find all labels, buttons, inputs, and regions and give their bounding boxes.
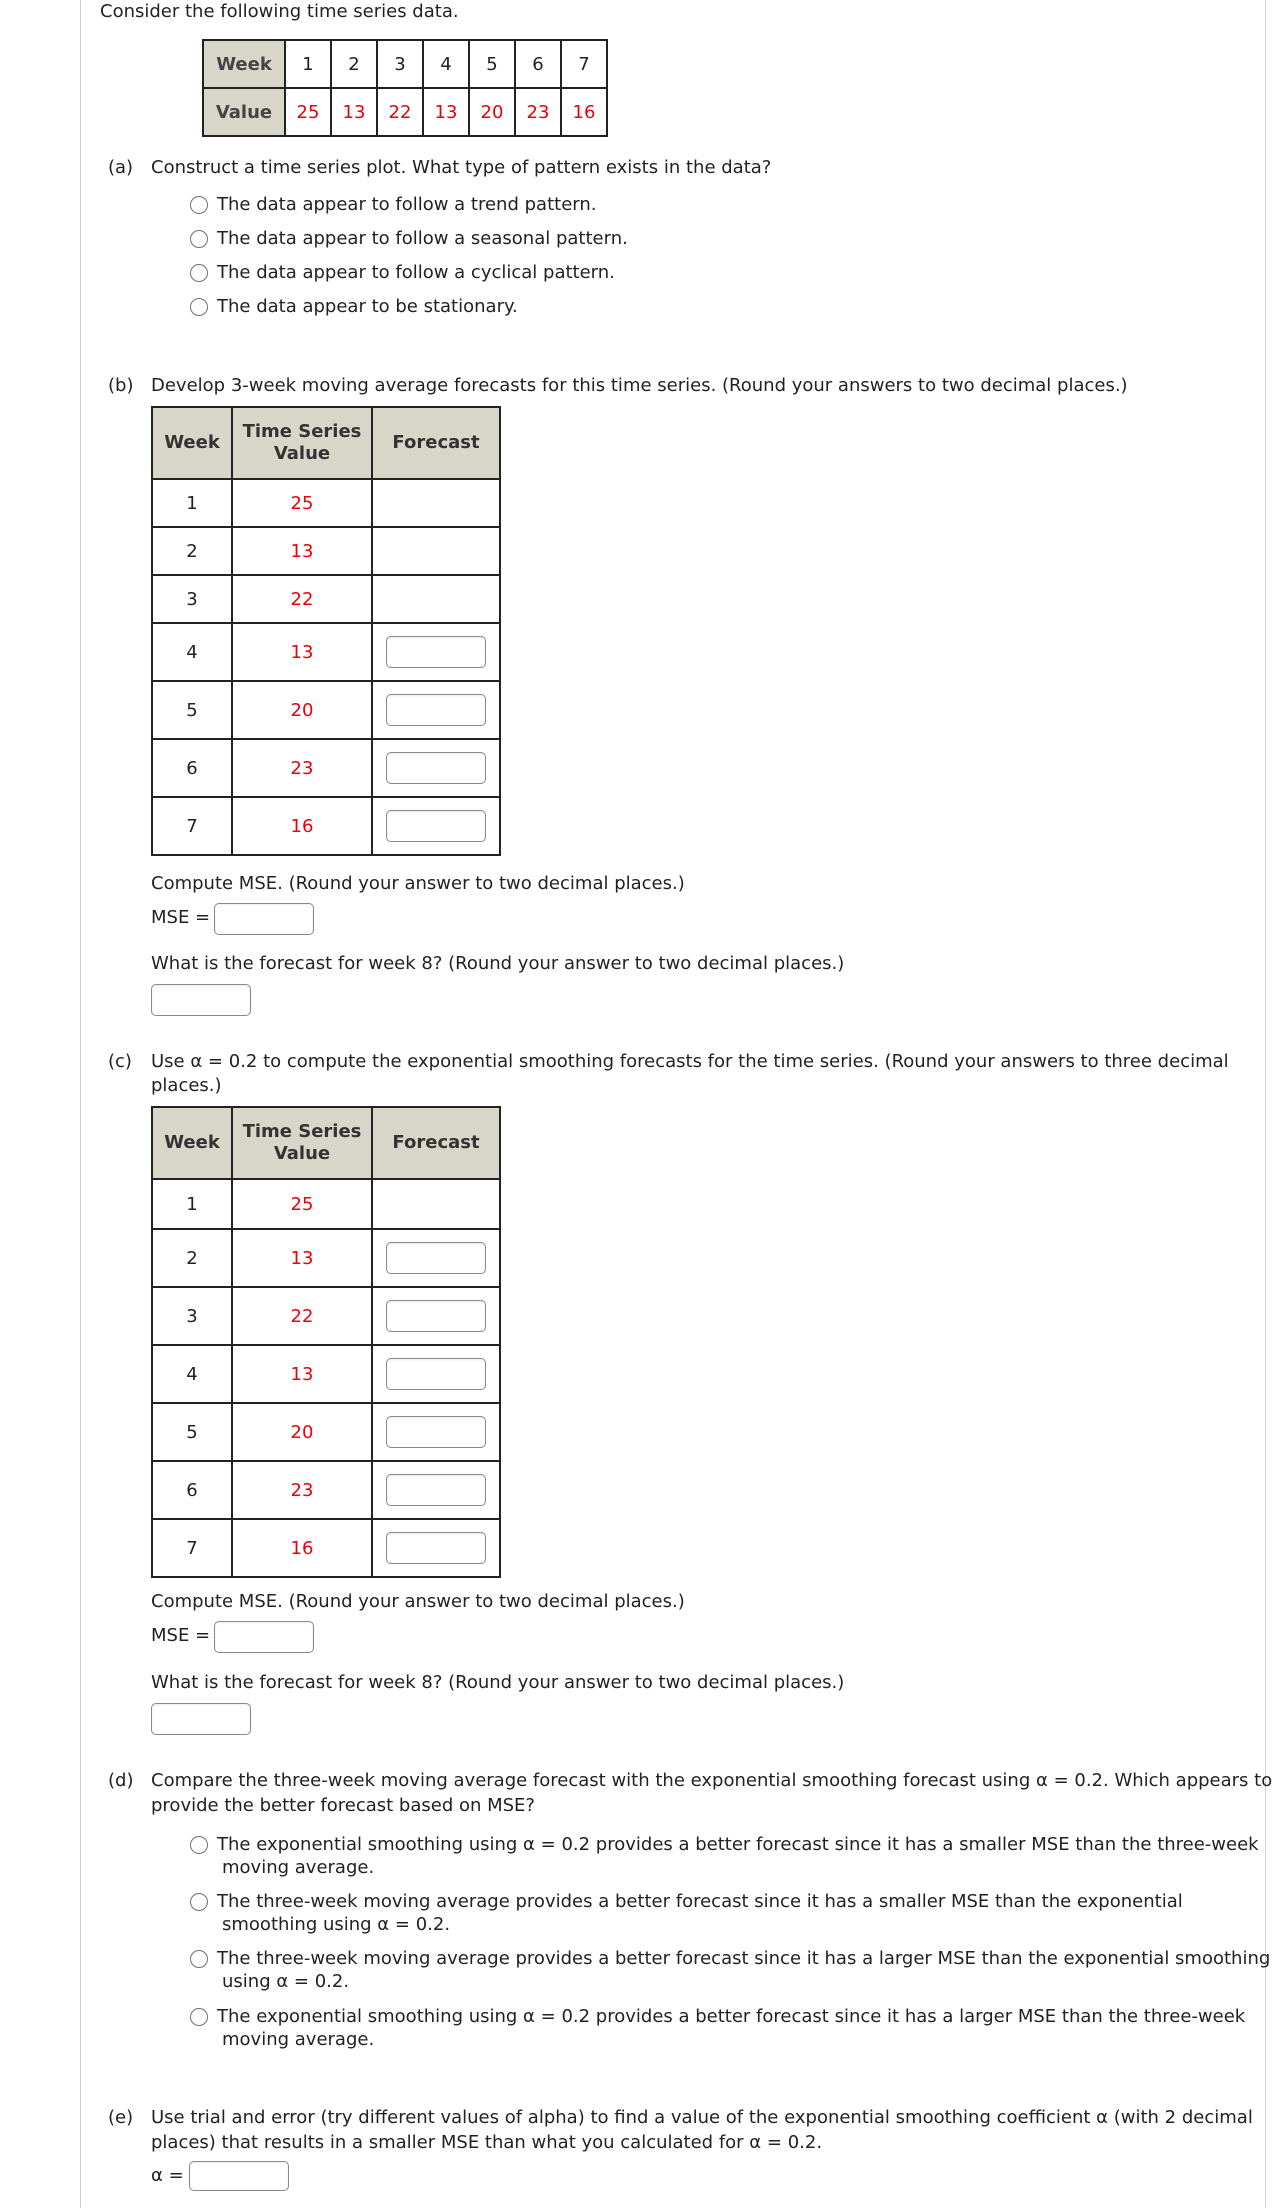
part-c-label: (c) — [108, 1051, 132, 1072]
part-b-mse-label: MSE = — [151, 907, 211, 928]
series-table — [202, 39, 608, 137]
value-cell: 20 — [232, 1403, 372, 1461]
value-cell: 16 — [232, 1519, 372, 1577]
part-e-label: (e) — [108, 2107, 134, 2128]
part-b-label: (b) — [108, 375, 134, 396]
es-forecast-input-week6[interactable] — [386, 1474, 486, 1506]
week-cell: 5 — [152, 681, 232, 739]
option-a-stationary[interactable]: The data appear to be stationary. — [217, 296, 518, 317]
part-d-question-line1: Compare the three-week moving average forecast with the exponential smoothing forecast using α = 0.2. Which appears to — [151, 1770, 1273, 1791]
part-a-label: (a) — [108, 157, 134, 178]
col-forecast-header: Forecast — [372, 407, 500, 479]
value-cell: 13 — [232, 1345, 372, 1403]
week-cell: 2 — [152, 1229, 232, 1287]
value-cell: 25 — [232, 479, 372, 527]
es-forecast-input-week5[interactable] — [386, 1416, 486, 1448]
forecast-cell-empty — [372, 575, 500, 623]
ma-week8-input[interactable] — [151, 984, 251, 1016]
col-week-header: Week — [152, 1107, 232, 1179]
part-e-question-line1: Use trial and error (try different values of alpha) to find a value of the exponential smoothing coefficient α (with 2 decimal — [151, 2107, 1253, 2128]
ma-forecast-input-week6[interactable] — [386, 752, 486, 784]
part-b-mse-prompt: Compute MSE. (Round your answer to two decimal places.) — [151, 873, 685, 894]
value-cell: 22 — [232, 575, 372, 623]
es-mse-input[interactable] — [214, 1621, 314, 1653]
value-cell: 23 — [232, 739, 372, 797]
week-cell: 2 — [152, 527, 232, 575]
col-week-header: Week — [152, 407, 232, 479]
part-d-question-line2: provide the better forecast based on MSE? — [151, 1795, 535, 1816]
week-cell: 4 — [152, 1345, 232, 1403]
ma-forecast-input-week4[interactable] — [386, 636, 486, 668]
option-d-1-line1[interactable]: The exponential smoothing using α = 0.2 provides a better forecast since it has a smaller MSE than the three-week — [217, 1834, 1259, 1855]
part-e-question-line2: places) that results in a smaller MSE than what you calculated for α = 0.2. — [151, 2132, 823, 2153]
radio-a-trend[interactable] — [190, 196, 208, 214]
es-forecast-input-week4[interactable] — [386, 1358, 486, 1390]
value-cell: 25 — [232, 1179, 372, 1229]
part-c-mse-label: MSE = — [151, 1625, 211, 1646]
part-c-week8-prompt: What is the forecast for week 8? (Round your answer to two decimal places.) — [151, 1672, 845, 1693]
option-d-1-line2[interactable]: moving average. — [222, 1857, 375, 1878]
radio-d-option4[interactable] — [190, 2008, 208, 2026]
value-cell: 23 — [515, 88, 561, 136]
value-cell: 13 — [232, 527, 372, 575]
part-b-week8-prompt: What is the forecast for week 8? (Round your answer to two decimal places.) — [151, 953, 845, 974]
ma-forecast-input-week5[interactable] — [386, 694, 486, 726]
option-d-2-line2[interactable]: smoothing using α = 0.2. — [222, 1914, 451, 1935]
alpha-label: α = — [151, 2165, 184, 2186]
value-header: Value — [203, 88, 285, 136]
option-d-3-line1[interactable]: The three-week moving average provides a better forecast since it has a larger MSE than the exponential smoothing — [217, 1948, 1271, 1969]
value-cell: 13 — [331, 88, 377, 136]
value-cell: 20 — [469, 88, 515, 136]
ma-mse-input[interactable] — [214, 903, 314, 935]
value-cell: 13 — [232, 1229, 372, 1287]
radio-a-cyclical[interactable] — [190, 264, 208, 282]
part-d-label: (d) — [108, 1770, 134, 1791]
ma-forecast-input-week7[interactable] — [386, 810, 486, 842]
week-cell: 6 — [515, 40, 561, 88]
option-d-4-line1[interactable]: The exponential smoothing using α = 0.2 provides a better forecast since it has a larger MSE than the three-week — [217, 2006, 1246, 2027]
week-cell: 7 — [561, 40, 607, 88]
value-cell: 16 — [561, 88, 607, 136]
radio-a-seasonal[interactable] — [190, 230, 208, 248]
es-week8-input[interactable] — [151, 1703, 251, 1735]
part-a-question: Construct a time series plot. What type of pattern exists in the data? — [151, 157, 772, 178]
week-cell: 5 — [469, 40, 515, 88]
part-c-mse-prompt: Compute MSE. (Round your answer to two decimal places.) — [151, 1591, 685, 1612]
radio-d-option1[interactable] — [190, 1836, 208, 1854]
week-cell: 1 — [285, 40, 331, 88]
radio-d-option3[interactable] — [190, 1950, 208, 1968]
value-cell: 23 — [232, 1461, 372, 1519]
option-d-2-line1[interactable]: The three-week moving average provides a better forecast since it has a smaller MSE than the exponential — [217, 1891, 1183, 1912]
option-d-4-line2[interactable]: moving average. — [222, 2029, 375, 2050]
value-cell: 25 — [285, 88, 331, 136]
value-cell: 22 — [232, 1287, 372, 1345]
week-cell: 4 — [152, 623, 232, 681]
radio-a-stationary[interactable] — [190, 298, 208, 316]
week-cell: 7 — [152, 1519, 232, 1577]
option-a-cyclical[interactable]: The data appear to follow a cyclical pattern. — [217, 262, 615, 283]
exp-smoothing-table — [151, 1106, 501, 1578]
alpha-input[interactable] — [189, 2161, 289, 2191]
value-cell: 22 — [377, 88, 423, 136]
part-c-question-line2: places.) — [151, 1075, 222, 1096]
option-d-3-line2[interactable]: using α = 0.2. — [222, 1971, 350, 1992]
week-cell: 3 — [152, 575, 232, 623]
week-cell: 1 — [152, 479, 232, 527]
week-cell: 1 — [152, 1179, 232, 1229]
value-cell: 16 — [232, 797, 372, 855]
es-forecast-input-week2[interactable] — [386, 1242, 486, 1274]
week-cell: 3 — [152, 1287, 232, 1345]
intro-text: Consider the following time series data. — [100, 1, 459, 22]
col-forecast-header: Forecast — [372, 1107, 500, 1179]
forecast-cell-empty — [372, 479, 500, 527]
week-cell: 7 — [152, 797, 232, 855]
es-forecast-input-week7[interactable] — [386, 1532, 486, 1564]
col-value-header: Time Series Value — [232, 1107, 372, 1179]
es-forecast-input-week3[interactable] — [386, 1300, 486, 1332]
week-cell: 3 — [377, 40, 423, 88]
moving-average-table — [151, 406, 501, 856]
value-cell: 13 — [423, 88, 469, 136]
week-cell: 5 — [152, 1403, 232, 1461]
part-c-question-line1: Use α = 0.2 to compute the exponential smoothing forecasts for the time series. (Round your answers to three decimal — [151, 1051, 1229, 1072]
week-cell: 2 — [331, 40, 377, 88]
col-value-header: Time Series Value — [232, 407, 372, 479]
option-a-trend[interactable]: The data appear to follow a trend pattern. — [217, 194, 597, 215]
option-a-seasonal[interactable]: The data appear to follow a seasonal pattern. — [217, 228, 628, 249]
part-b-question: Develop 3-week moving average forecasts for this time series. (Round your answers to two decimal places.) — [151, 375, 1128, 396]
radio-d-option2[interactable] — [190, 1893, 208, 1911]
week-cell: 4 — [423, 40, 469, 88]
week-header: Week — [203, 40, 285, 88]
forecast-cell-empty — [372, 527, 500, 575]
week-cell: 6 — [152, 1461, 232, 1519]
week-cell: 6 — [152, 739, 232, 797]
value-cell: 13 — [232, 623, 372, 681]
value-cell: 20 — [232, 681, 372, 739]
forecast-cell-empty — [372, 1179, 500, 1229]
